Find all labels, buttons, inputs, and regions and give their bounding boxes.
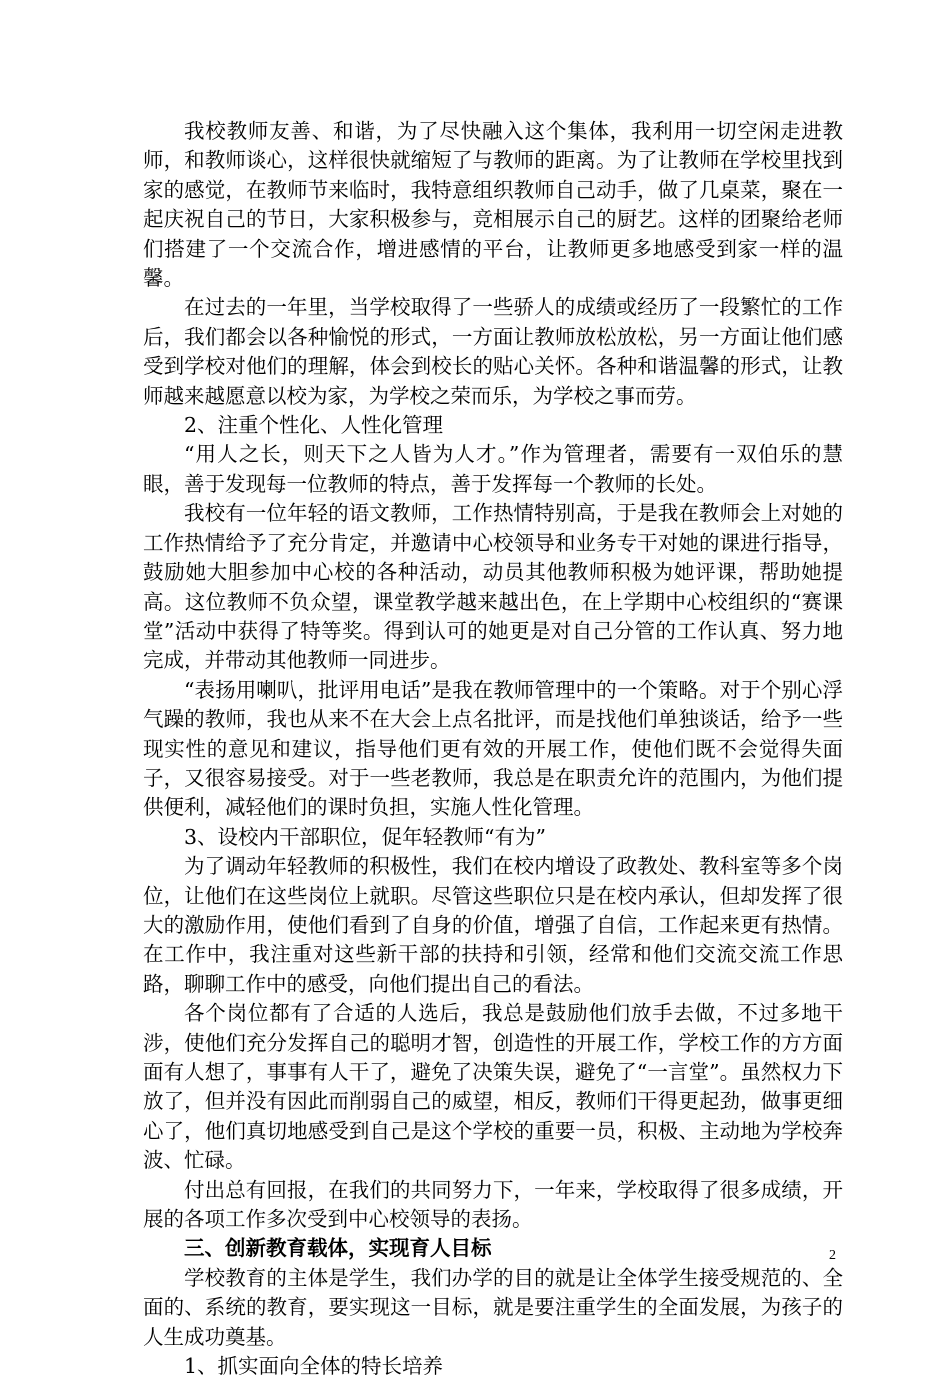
section-heading: 1、抓实面向全体的特长培养	[184, 1354, 444, 1379]
chapter-heading: 三、创新教育载体，实现育人目标	[184, 1236, 492, 1261]
document-body	[143, 117, 843, 1381]
paragraph: 各个岗位都有了合适的人选后，我总是鼓励他们放手去做，不过多地干涉，使他们充分发挥自己的聪明才智，创造性的开展工作，学校工作的方方面面有人想了，事事有人干了，避免了决策失误，避免了“一言堂”。虽然权力下放了，但并没有因此而削弱自己的威望，相反，教师们干得更起劲，做事更细心了，他们真切地感受到自己是这个学校的重要一员，积极、主动地为学校奔波、忙碌。	[143, 1001, 843, 1173]
paragraph: 付出总有回报，在我们的共同努力下，一年来，学校取得了很多成绩，开展的各项工作多次受到中心校领导的表扬。	[143, 1177, 843, 1232]
page-number: 2	[829, 1248, 836, 1263]
paragraph: 我校有一位年轻的语文教师，工作热情特别高，于是我在教师会上对她的工作热情给予了充分肯定，并邀请中心校领导和业务专干对她的课进行指导，鼓励她大胆参加中心校的各种活动，动员其他教师积极为她评课，帮助她提高。这位教师不负众望，课堂教学越来越出色，在上学期中心校组织的“赛课堂”活动中获得了特等奖。得到认可的她更是对自己分管的工作认真、努力地完成，并带动其他教师一同进步。	[143, 501, 843, 673]
paragraph: 我校教师友善、和谐，为了尽快融入这个集体，我利用一切空闲走进教师，和教师谈心，这样很快就缩短了与教师的距离。为了让教师在学校里找到家的感觉，在教师节来临时，我特意组织教师自己动手，做了几桌菜，聚在一起庆祝自己的节日，大家积极参与，竞相展示自己的厨艺。这样的团聚给老师们搭建了一个交流合作，增进感情的平台，让教师更多地感受到家一样的温馨。	[143, 119, 843, 291]
section-heading: 2、注重个性化、人性化管理	[184, 413, 444, 438]
paragraph: 为了调动年轻教师的积极性，我们在校内增设了政教处、教科室等多个岗位，让他们在这些岗位上就职。尽管这些职位只是在校内承认，但却发挥了很大的激励作用，使他们看到了自身的价值，增强了自信，工作起来更有热情。在工作中，我注重对这些新干部的扶持和引领，经常和他们交流交流工作思路，聊聊工作中的感受，向他们提出自己的看法。	[143, 854, 843, 996]
section-heading: 3、设校内干部职位，促年轻教师“有为”	[184, 824, 547, 849]
paragraph: 在过去的一年里，当学校取得了一些骄人的成绩或经历了一段繁忙的工作后，我们都会以各种愉悦的形式，一方面让教师放松放松，另一方面让他们感受到学校对他们的理解，体会到校长的贴心关怀。各种和谐温馨的形式，让教师越来越愿意以校为家，为学校之荣而乐，为学校之事而劳。	[143, 295, 843, 408]
paragraph: “用人之长，则天下之人皆为人才。”作为管理者，需要有一双伯乐的慧眼，善于发现每一位教师的特点，善于发挥每一个教师的长处。	[143, 442, 843, 496]
paragraph: “表扬用喇叭，批评用电话”是我在教师管理中的一个策略。对于个别心浮气躁的教师，我也从来不在大会上点名批评，而是找他们单独谈话，给予一些现实性的意见和建议，指导他们更有效的开展工作，使他们既不会觉得失面子，又很容易接受。对于一些老教师，我总是在职责允许的范围内，为他们提供便利，减轻他们的课时负担，实施人性化管理。	[143, 677, 843, 820]
paragraph: 学校教育的主体是学生，我们办学的目的就是让全体学生接受规范的、全面的、系统的教育，要实现这一目标，就是要注重学生的全面发展，为孩子的人生成功奠基。	[143, 1265, 843, 1349]
